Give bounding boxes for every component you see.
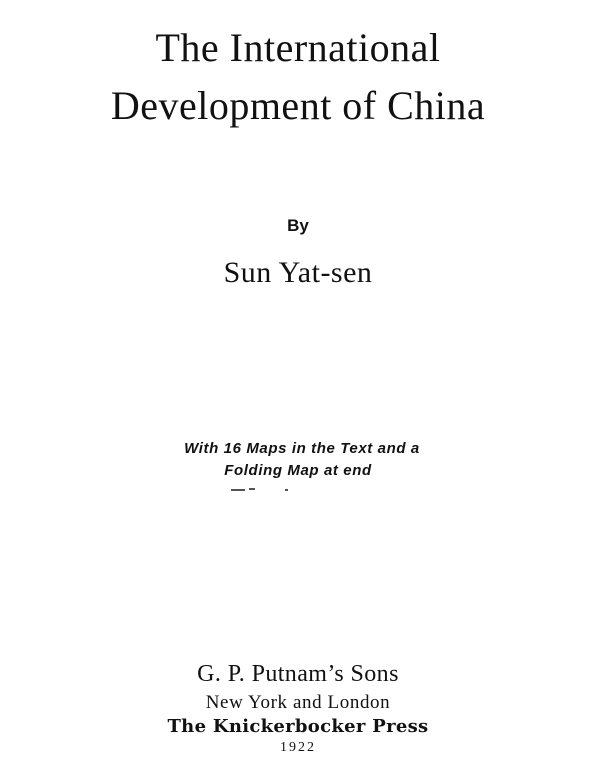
publication-year: 1922 xyxy=(280,740,316,755)
publisher-name: G. P. Putnam’s Sons xyxy=(197,661,399,687)
book-title-line-2: Development of China xyxy=(110,83,486,128)
publisher-cities: New York and London xyxy=(205,692,391,713)
author-name: Sun Yat-sen xyxy=(223,256,373,289)
publisher-press: The Knickerbocker Press xyxy=(167,716,429,737)
print-specks xyxy=(231,488,291,492)
book-title-line-1: The International xyxy=(155,25,441,70)
byline-by: By xyxy=(287,216,309,235)
maps-note-line-2: Folding Map at end xyxy=(224,462,372,479)
maps-note-line-1: With 16 Maps in the Text and a xyxy=(184,440,420,457)
